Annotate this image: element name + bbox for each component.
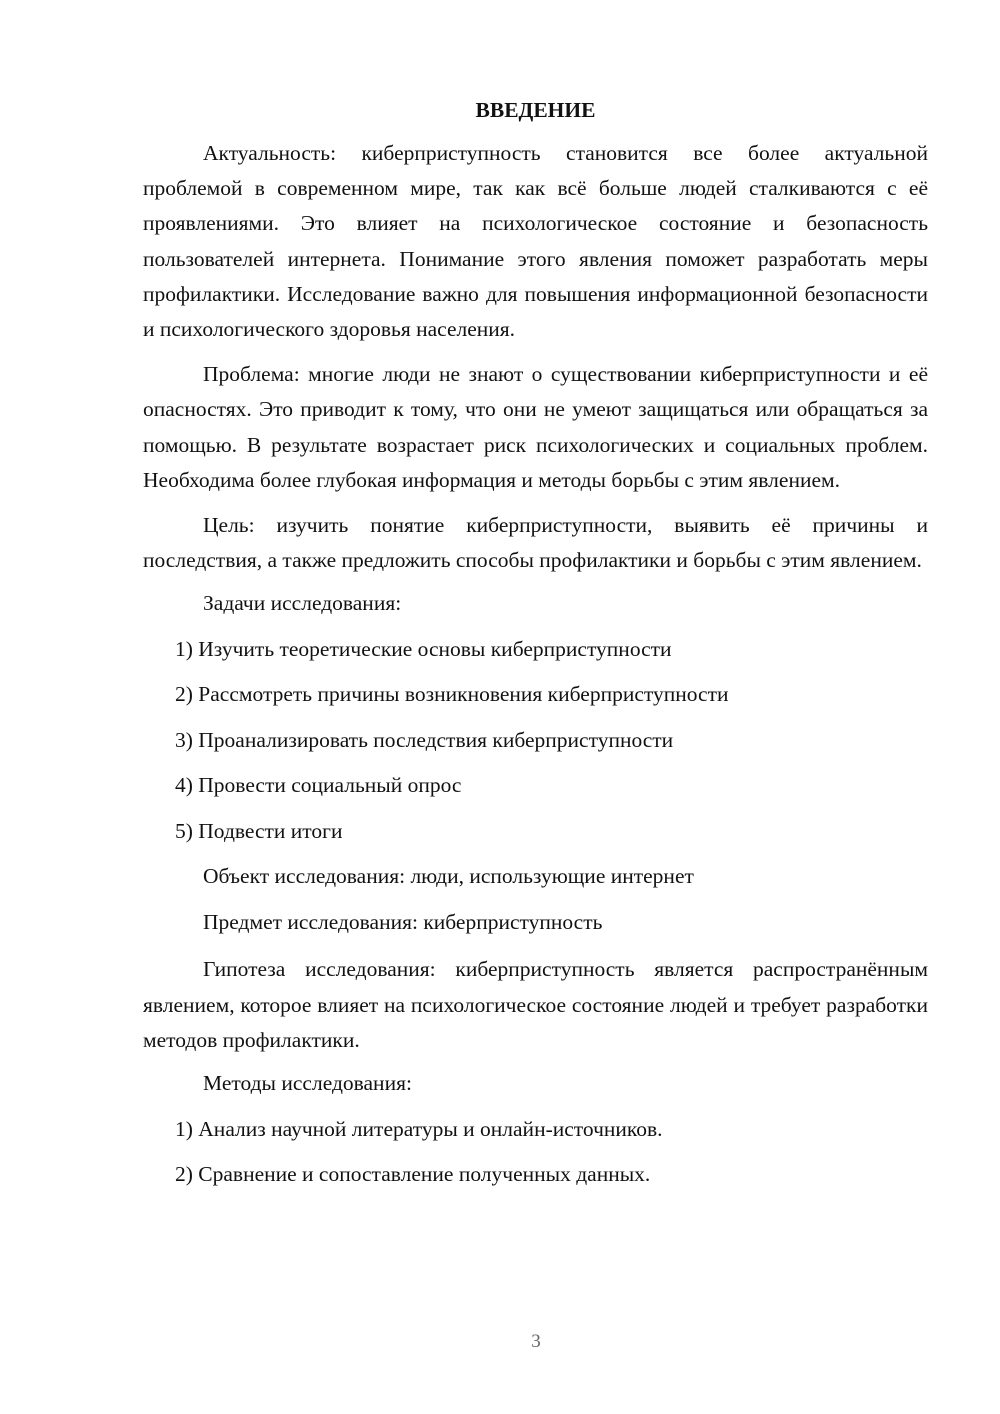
method-item-1: 1) Анализ научной литературы и онлайн-источников. [175, 1116, 663, 1141]
goal-paragraph: Цель: изучить понятие киберприступности, выявить её причины и последствия, а также предложить способы профилактики и борьбы с этим явлением. [143, 513, 928, 573]
task-item-4: 4) Провести социальный опрос [175, 773, 462, 798]
relevance-paragraph: Актуальность: киберприступность становится все более актуальной проблемой в современном мире, так как всё больше людей сталкиваются с её проявлениями. Это влияет на психологическое состояние и безопасность пользователей интернета. Понимание этого явления поможет разработать меры профилактики. Исследование важно для повышения информационной безопасности и психологического здоровья населения. [143, 141, 928, 342]
page-number: 3 [531, 1331, 541, 1352]
hypothesis-paragraph: Гипотеза исследования: киберприступность является распространённым явлением, которое влияет на психологическое состояние людей и требует разработки методов профилактики. [143, 957, 928, 1052]
task-item-1: 1) Изучить теоретические основы киберприступности [175, 636, 672, 661]
research-subject: Предмет исследования: киберприступность [203, 909, 603, 934]
methods-title: Методы исследования: [203, 1071, 412, 1096]
problem-paragraph: Проблема: многие люди не знают о существовании киберприступности и её опасностях. Это приводит к тому, что они не умеют защищаться или обращаться за помощью. В результате возрастает риск психологических и социальных проблем. Необходима более глубокая информация и методы борьбы с этим явлением. [143, 362, 928, 492]
task-item-2: 2) Рассмотреть причины возникновения киберприступности [175, 682, 729, 707]
section-heading: ВВЕДЕНИЕ [475, 98, 596, 122]
document-page [143, 95, 928, 1205]
tasks-title: Задачи исследования: [203, 591, 402, 616]
research-object: Объект исследования: люди, использующие интернет [203, 864, 694, 889]
method-item-2: 2) Сравнение и сопоставление полученных данных. [175, 1162, 651, 1187]
task-item-5: 5) Подвести итоги [175, 818, 343, 843]
task-item-3: 3) Проанализировать последствия киберприступности [175, 727, 674, 752]
